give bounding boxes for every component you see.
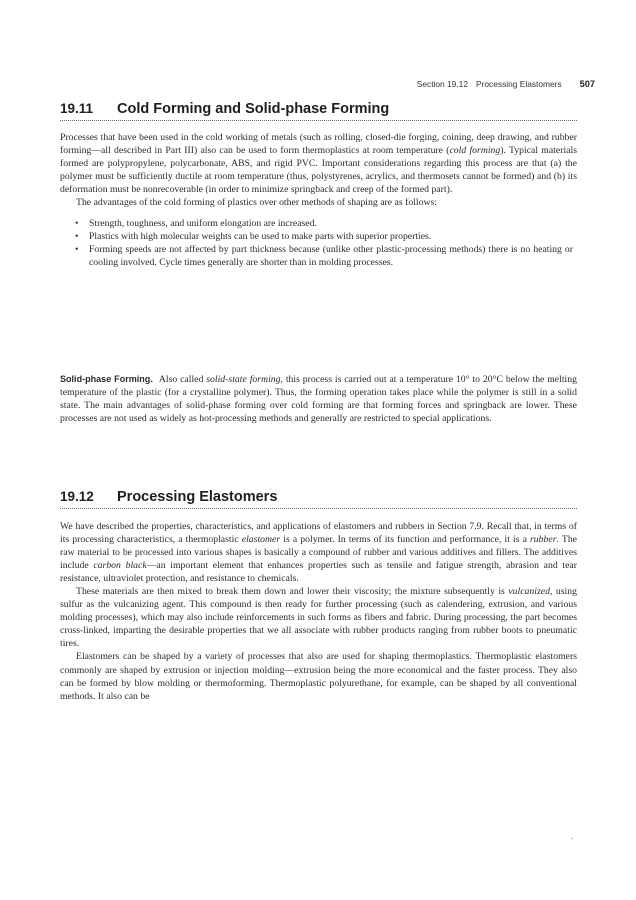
section-19-11-body: [60, 131, 577, 269]
text-run: , using sulfur as the vulcanizing agent. This compound is then ready for further processing (such as calendering, extrusion, and various molding processes), which may also include reinforcements in such forms as fibers and fabric. During processing, the part becomes cross-linked, imparting the desirable properties that we all associate with rubber products ranging from rubber boots to pneumatic tires.: [60, 586, 577, 650]
paragraph: [60, 373, 577, 425]
section-title: Cold Forming and Solid-phase Forming: [117, 101, 390, 117]
list-item: [60, 243, 573, 269]
running-head: [60, 79, 595, 89]
section-19-12: [60, 489, 577, 509]
text-run: . The raw material to be processed into various shapes is basically a compound of rubber and various additives and fillers. The additives include: [60, 534, 577, 572]
paragraph: [60, 520, 577, 585]
section-heading-19-12: [60, 489, 577, 509]
paragraph: The advantages of the cold forming of plastics over other methods of shaping are as follows:: [76, 197, 437, 209]
emphasis-term: elastomer: [241, 534, 281, 546]
bullet-icon: •: [75, 231, 79, 243]
paragraph: [60, 131, 577, 196]
bullet-icon: •: [75, 244, 79, 256]
paragraph: Elastomers can be shaped by a variety of processes that also are used for shaping thermoplastics. Thermoplastic elastomers commonly are shaped by extrusion or injection molding—extrusion being the more economical and the faster process. They also can be formed by blow molding or thermoforming. Thermoplastic polyurethane, for example, can be shaped by all conventional methods. It also can be: [60, 651, 577, 702]
section-number: 19.12: [60, 489, 94, 504]
corner-mark: .: [571, 832, 573, 841]
list-item-text: Strength, toughness, and uniform elongation are increased.: [89, 218, 317, 230]
runin-heading: Solid-phase Forming.: [60, 374, 153, 384]
advantages-list: [60, 217, 577, 269]
list-item: [60, 230, 573, 243]
list-item-text: Plastics with high molecular weights can be used to make parts with superior properties.: [89, 231, 432, 243]
section-heading-19-11: [60, 101, 577, 121]
section-19-11: [60, 101, 577, 121]
emphasis-term: solid-state forming: [206, 374, 281, 385]
emphasis-term: carbon black: [93, 560, 147, 572]
running-head-title: Processing Elastomers: [476, 79, 562, 89]
page-number: 507: [579, 79, 595, 89]
section-19-12-body: [60, 520, 577, 703]
paragraph: [60, 585, 577, 650]
list-item-text: Forming speeds are not affected by part thickness because (unlike other plastic-processing methods) there is no heating or cooling involved. Cycle times generally are shorter than in molding processes.: [89, 244, 573, 269]
section-number: 19.11: [60, 101, 94, 116]
text-run: —an important element that enhances properties such as tensile and fatigue strength, abrasion and tear resistance, ultraviolet protection, and resistance to chemicals.: [60, 560, 577, 585]
text-run: We have described the properties, characteristics, and applications of elastomers and rubbers in Section 7.9. Recall that, in terms of its processing characteristics, a thermoplastic: [60, 521, 577, 546]
text-run: is a polymer. In terms of its function and performance, it is a: [280, 534, 531, 546]
solid-phase-forming: [60, 373, 577, 425]
section-title: Processing Elastomers: [117, 489, 278, 505]
emphasis-term: vulcanized: [508, 586, 550, 598]
text-run: Also called: [158, 374, 207, 385]
text-run: Processes that have been used in the cold working of metals (such as rolling, closed-die forging, coining, deep drawing, and rubber forming—all described in Part III) also can be used to form thermoplastics at room temperature (: [60, 132, 577, 157]
emphasis-term: rubber: [530, 534, 557, 546]
running-head-section: Section 19.12: [416, 79, 468, 89]
bullet-icon: •: [75, 218, 79, 230]
emphasis-term: cold forming: [449, 145, 501, 157]
text-run: , this process is carried out at a temperature 10° to 20°C below the melting temperature of the plastic (for a crystalline polymer). Thus, the forming operation takes place while the polymer is still in a solid state. The main advantages of solid-phase forming over cold forming are that forming forces and springback are lower. These processes are not used as widely as hot-processing methods and generally are restricted to special applications.: [60, 374, 577, 425]
list-item: [60, 217, 573, 230]
text-run: ). Typical materials formed are polypropylene, polycarbonate, ABS, and rigid PVC. Important considerations regarding this process are that (a) the polymer must be sufficiently ductile at room temperature (thus, polystyrenes, acrylics, and thermosets cannot be formed) and (b) its deformation must be nonrecoverable (in order to minimize springback and creep of the formed part).: [60, 145, 577, 196]
text-run: These materials are then mixed to break them down and lower their viscosity; the mixture subsequently is: [76, 586, 509, 598]
